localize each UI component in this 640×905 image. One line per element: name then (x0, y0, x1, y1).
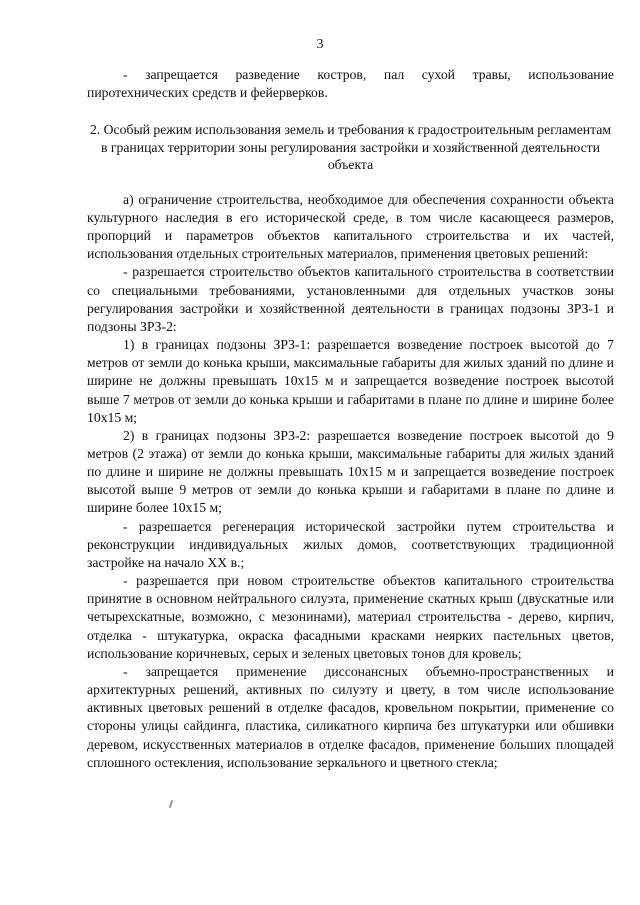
section-number: 2. (89, 122, 101, 138)
paragraph-allowed-construction: - разрешается строительство объектов капитального строительства в соответствии со специальными требованиями, установленными для отдельных участков зоны регулирования застройки и хозяйственной деятельности в границах подзоны ЗРЗ-1 и подзоны ЗРЗ-2: (87, 264, 614, 334)
paragraph-subzone-zrz1: 1) в границах подзоны ЗРЗ-1: разрешается возведение построек высотой до 7 метров от земли до конька крыши, максимальные габариты для жилых зданий по длине и ширине не должны превышать 10х15 м и запрещается возведение построек высотой выше 7 метров от земли до конька крыши и габаритами в плане по длине и ширине более 10х15 м; (87, 337, 614, 425)
paragraph-intro-prohibition: - запрещается разведение костров, пал сухой травы, использование пиротехнических средств и фейерверков. (87, 67, 614, 101)
section-heading (87, 121, 614, 174)
document-body (87, 66, 614, 772)
paragraph-a-restriction: а) ограничение строительства, необходимое для обеспечения сохранности объекта культурного наследия в его исторической среде, в том числе касающееся размеров, пропорций и параметров объектов капитального строительства и их частей, использования отдельных строительных материалов, применения цветовых решений: (87, 191, 614, 262)
paragraph-silhouette-materials: - разрешается при новом строительстве объектов капитального строительства принятие в основном нейтрального силуэта, применение скатных крыш (двускатные или четырехскатные, возможно, с мезонинами), материал строительства - дерево, кирпич, отделка - штукатурка, окраска фасадными красками неярких пастельных цветов, использование коричневых, серых и зеленых цветовых тонов для кровель; (87, 573, 614, 661)
paragraph-regeneration: - разрешается регенерация исторической застройки путем строительства и реконструкции индивидуальных жилых домов, соответствующих традиционной застройке на начало XX в.; (87, 518, 614, 570)
paragraph-subzone-zrz2: 2) в границах подзоны ЗРЗ-2: разрешается возведение построек высотой до 9 метров (2 этажа) от земли до конька крыши, максимальные габариты для жилых зданий по длине и ширине не должны превышать 10х15 м и запрещается возведение построек высотой выше 9 метров от земли до конька крыши и габаритами в плане по длине и ширине более 10х15 м; (87, 427, 614, 516)
page-number: 3 (316, 37, 324, 52)
scan-speck (169, 800, 174, 808)
paragraph-forbidden-solutions: - запрещается применение диссонансных объемно-пространственных и архитектурных решений, активных по силуэту и цвету, в том числе использование активных цветовых решений в отделке фасадов, кровельном покрытии, применение со стороны улицы сайдинга, пластика, силикатного кирпича без штукатурки или обшивки деревом, искусственных материалов в отделке фасадов, применение больших площадей сплошного остекления, использование зеркального и цветного стекла; (87, 663, 614, 770)
section-title: Особый режим использования земель и требования к градостроительным регламентам в границах территории зоны регулирования застройки и хозяйственной деятельности объекта (101, 122, 611, 173)
